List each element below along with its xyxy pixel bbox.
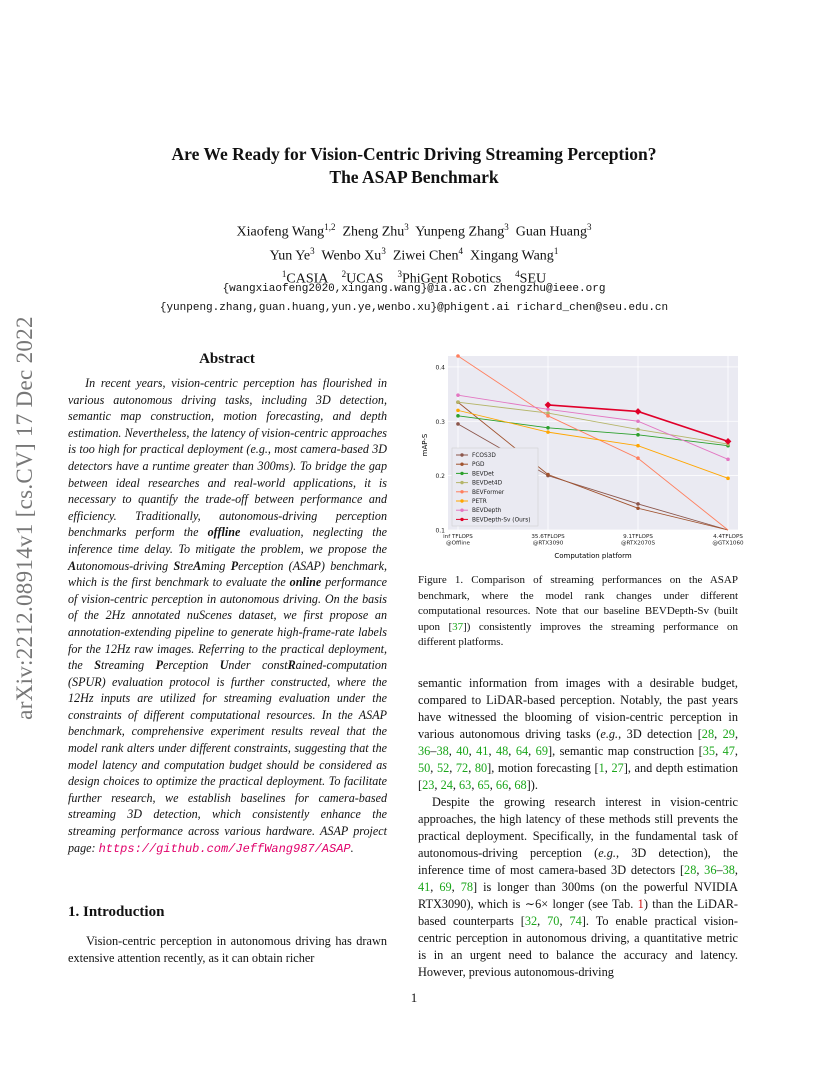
- legend-marker: [460, 518, 463, 521]
- emails-line-1: {wangxiaofeng2020,xingang.wang}@ia.ac.cn zhengzhu@ieee.org: [222, 283, 606, 295]
- legend-entry: BEVFormer: [472, 489, 505, 496]
- series-point: [456, 393, 460, 397]
- page-number: 1: [410, 990, 418, 1005]
- streaming-performance-chart: [418, 350, 744, 562]
- x-tick-label: 35.6TFLOPS: [531, 534, 565, 540]
- series-point: [456, 422, 460, 426]
- legend-entry: BEVDet: [472, 471, 494, 478]
- abstract-heading: Abstract: [199, 351, 255, 367]
- y-axis-label: mAP-S: [421, 433, 429, 457]
- series-point: [456, 409, 460, 413]
- title-line-1: Are We Ready for Vision-Centric Driving Streaming Perception?: [171, 144, 657, 164]
- legend-entry: BEVDet4D: [472, 480, 503, 487]
- series-point: [456, 414, 460, 418]
- legend-entry: BEVDepth: [472, 508, 502, 515]
- series-point: [456, 354, 460, 358]
- x-tick-label: @GTX1060: [712, 540, 744, 547]
- intro-heading: 1. Introduction: [68, 904, 165, 920]
- legend-marker: [460, 481, 463, 484]
- x-tick-label: @RTX2070S: [620, 540, 656, 547]
- legend-marker: [460, 490, 463, 493]
- legend-entry: PETR: [472, 499, 487, 505]
- y-tick-label: 0.4: [435, 364, 445, 372]
- intro-text: Vision-centric perception in autonomous driving has drawn extensive attention recently, as it can obtain richer: [68, 934, 387, 965]
- figure-caption: Figure 1. Comparison of streaming performances on the ASAP benchmark, where the model rank changes under different computational resources. Note that our baseline BEVDepth-Sv (built upon [37]) consistently improves the streaming performance on different platforms.: [418, 574, 738, 648]
- x-tick-label: @RTX3090: [532, 540, 564, 547]
- y-tick-label: 0.1: [435, 527, 445, 535]
- legend-entry: FCOS3D: [472, 453, 496, 459]
- series-point: [726, 477, 730, 481]
- series-point: [546, 430, 550, 434]
- series-point: [636, 419, 640, 423]
- legend-marker: [460, 472, 463, 475]
- series-point: [546, 426, 550, 430]
- legend-entry: PGD: [472, 462, 485, 469]
- x-tick-label: @Offline: [446, 540, 470, 547]
- x-tick-label: inf TFLOPS: [443, 534, 473, 540]
- series-point: [456, 400, 460, 404]
- series-point: [636, 428, 640, 432]
- x-tick-label: 4.4TFLOPS: [713, 534, 743, 540]
- right-column-text: semantic information from images with a desirable budget, compared to LiDAR-based perception. Notably, the past years have witnessed the blooming of vision-centric perception in various autonomous driving tasks (e.g., 3D detection [28, 29, 36–38, 40, 41, 48, 64, 69], semantic map construction [35, 47, 50, 52, 72, 80], motion forecasting [1, 27], and depth estimation [23, 24, 63, 65, 66, 68]). Despite the growing research interest in vision-centric approaches, the high latency of these methods still prevents the practical deployment. Specifically, in the fundamental task of autonomous-driving perception (e.g., 3D detection), the inference time of most camera-based 3D detectors [28, 36–38, 41, 69, 78] is longer than 300ms (on the powerful NVIDIA RTX3090), which is ∼6× longer (see Tab. 1) than the LiDAR-based counterparts [32, 70, 74]. To enable practical vision-centric perception in autonomous driving, a quantitative metric is in an urgent need to balance the accuracy and latency. However, previous autonomous-driving: [418, 676, 739, 979]
- y-ticks: [435, 364, 445, 534]
- paper-title: [0, 143, 828, 189]
- legend-marker: [460, 499, 463, 502]
- series-point: [636, 506, 640, 510]
- series-point: [636, 444, 640, 448]
- series-point: [636, 502, 640, 506]
- author-block: Xiaofeng Wang$^{1,2}$ Zheng Zhu$^3$ Yunpeng Zhang$^3$ Guan Huang$^3$ Yun Ye$^3$ Wenbo Xu$^3$ Ziwei Chen$^4$ Xingang Wang$^1$ $^1$CASIA $^2$UCAS $^3$PhiGent Robotics $^4$SEU: [236, 222, 592, 287]
- author-emails: [0, 280, 828, 318]
- series-point: [546, 473, 550, 477]
- series-point: [726, 458, 730, 462]
- abstract-text: In recent years, vision-centric perception has flourished in various autonomous driving tasks, including 3D detection, semantic map construction, motion forecasting, and depth estimation. Nevertheless, the latency of vision-centric approaches is too high for practical deployment (e.g., most camera-based 3D detectors have a runtime greater than 300ms). To bridge the gap between ideal researches and real-world applications, it is necessary to quantify the trade-off between performance and efficiency. Traditionally, autonomous-driving perception benchmarks perform the offline evaluation, neglecting the inference time delay. To mitigate the problem, we propose the Autonomous-driving StreAming Perception (ASAP) benchmark, which is the first benchmark to evaluate the online performance of vision-centric perception in autonomous driving. On the basis of the 2Hz annotated nuScenes dataset, we first propose an annotation-extending pipeline to generate high-frame-rate labels for the 12Hz raw images. Referring to the practical deployment, the Streaming Perception Under constRained-computation (SPUR) evaluation protocol is further constructed, where the 12Hz inputs are utilized for streaming evaluation under the constraints of different computational resources. In the ASAP benchmark, comprehensive experiment results reveal that the model rank alters under different constraints, suggesting that the model latency and computation budget should be considered as design choices to optimize the practical deployment. To facilitate further research, we establish baselines for camera-based streaming 3D detection, which consistently enhance the streaming performance across various hardware. ASAP project page: https://github.com/JeffWang987/ASAP.: [68, 376, 387, 856]
- legend-marker: [460, 463, 463, 466]
- chart-legend: [452, 448, 538, 526]
- y-tick-label: 0.3: [435, 418, 445, 426]
- y-tick-label: 0.2: [435, 473, 445, 481]
- series-point: [546, 414, 550, 418]
- series-point: [636, 433, 640, 437]
- x-axis-label: Computation platform: [554, 552, 632, 560]
- legend-entry: BEVDepth-Sv (Ours): [472, 517, 531, 524]
- legend-box: [452, 448, 538, 526]
- legend-marker: [460, 453, 463, 456]
- project-link[interactable]: https://github.com/JeffWang987/ASAP: [98, 841, 351, 856]
- series-point: [636, 456, 640, 460]
- title-line-2: The ASAP Benchmark: [329, 167, 499, 187]
- x-ticks: [443, 534, 744, 547]
- arxiv-side-label: arXiv:2212.08914v1 [cs.CV] 17 Dec 2022: [12, 316, 37, 720]
- legend-marker: [460, 509, 463, 512]
- x-tick-label: 9.1TFLOPS: [623, 534, 653, 540]
- emails-line-2: {yunpeng.zhang,guan.huang,yun.ye,wenbo.xu}@phigent.ai richard_chen@seu.edu.cn: [159, 302, 669, 314]
